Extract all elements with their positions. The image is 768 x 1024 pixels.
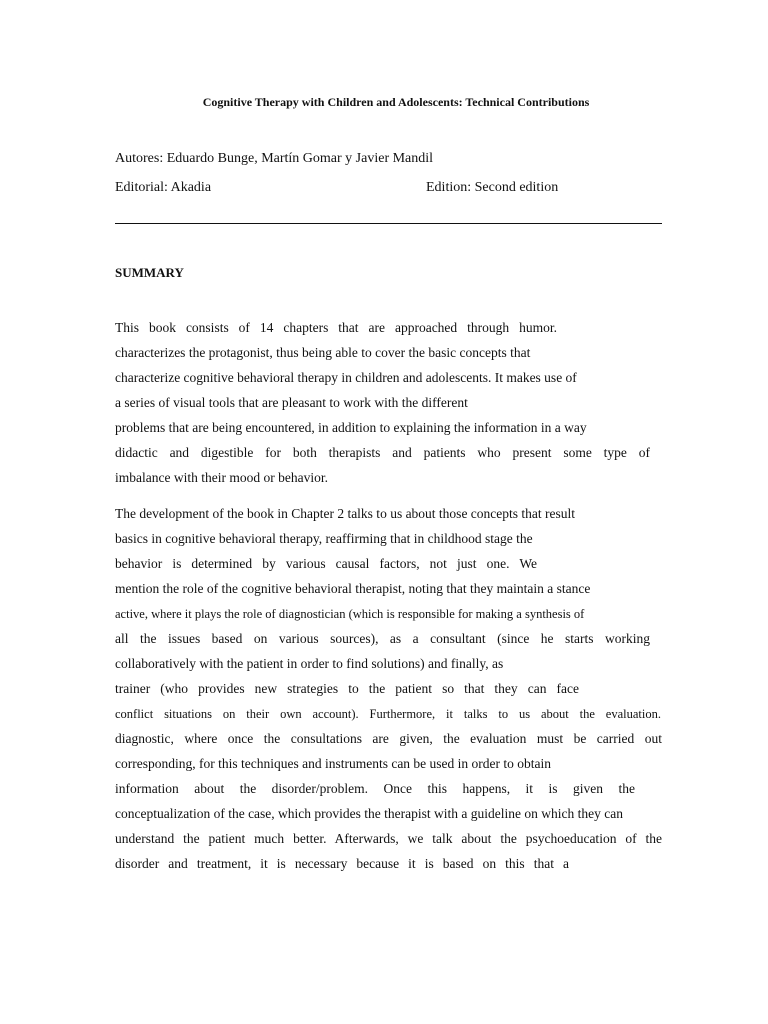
- paragraph-line: conceptualization of the case, which provides the therapist with a guideline on which they can: [115, 806, 623, 821]
- paragraph-line: imbalance with their mood or behavior.: [115, 470, 328, 485]
- summary-heading: SUMMARY: [115, 265, 184, 280]
- paragraph-line: basics in cognitive behavioral therapy, reaffirming that in childhood stage the: [115, 531, 533, 546]
- paragraph-line: mention the role of the cognitive behavioral therapist, noting that they maintain a stance: [115, 581, 591, 596]
- paragraph-line: diagnostic, where once the consultations are given, the evaluation must be carried out: [115, 731, 662, 746]
- paragraph-line: problems that are being encountered, in addition to explaining the information in a way: [115, 420, 587, 435]
- paragraph-line: characterizes the protagonist, thus being able to cover the basic concepts that: [115, 345, 531, 360]
- paragraph-line: understand the patient much better. Afterwards, we talk about the psychoeducation of the: [115, 831, 662, 846]
- publisher-line: Editorial: Akadia: [115, 180, 212, 195]
- paragraph-line: information about the disorder/problem. Once this happens, it is given the: [115, 781, 635, 796]
- paragraph-line: behavior is determined by various causal factors, not just one. We: [115, 556, 537, 571]
- edition-line: Edition: Second edition: [426, 180, 559, 195]
- paragraph-line: corresponding, for this techniques and instruments can be used in order to obtain: [115, 756, 552, 771]
- paragraph-line: disorder and treatment, it is necessary because it is based on this that a: [115, 856, 569, 871]
- paragraph-line: active, where it plays the role of diagnostician (which is responsible for making a synthesis of: [115, 607, 585, 621]
- authors-line: Autores: Eduardo Bunge, Martín Gomar y Javier Mandil: [115, 151, 434, 166]
- paragraph-line: characterize cognitive behavioral therapy in children and adolescents. It makes use of: [115, 370, 577, 385]
- document-title: Cognitive Therapy with Children and Adolescents: Technical Contributions: [202, 95, 590, 109]
- paragraph-line: This book consists of 14 chapters that are approached through humor.: [115, 320, 557, 335]
- paragraph-line: a series of visual tools that are pleasant to work with the different: [115, 395, 468, 410]
- paragraph-line: The development of the book in Chapter 2 talks to us about those concepts that result: [115, 506, 576, 521]
- paragraph-line: conflict situations on their own account). Furthermore, it talks to us about the evaluation.: [115, 707, 661, 721]
- paragraph-line: trainer (who provides new strategies to the patient so that they can face: [115, 681, 579, 696]
- header-divider: [115, 223, 662, 224]
- paragraph-line: all the issues based on various sources), as a consultant (since he starts working: [115, 631, 650, 646]
- paragraph-line: collaboratively with the patient in order to find solutions) and finally, as: [115, 656, 504, 671]
- paragraph-line: didactic and digestible for both therapists and patients who present some type of: [115, 445, 650, 460]
